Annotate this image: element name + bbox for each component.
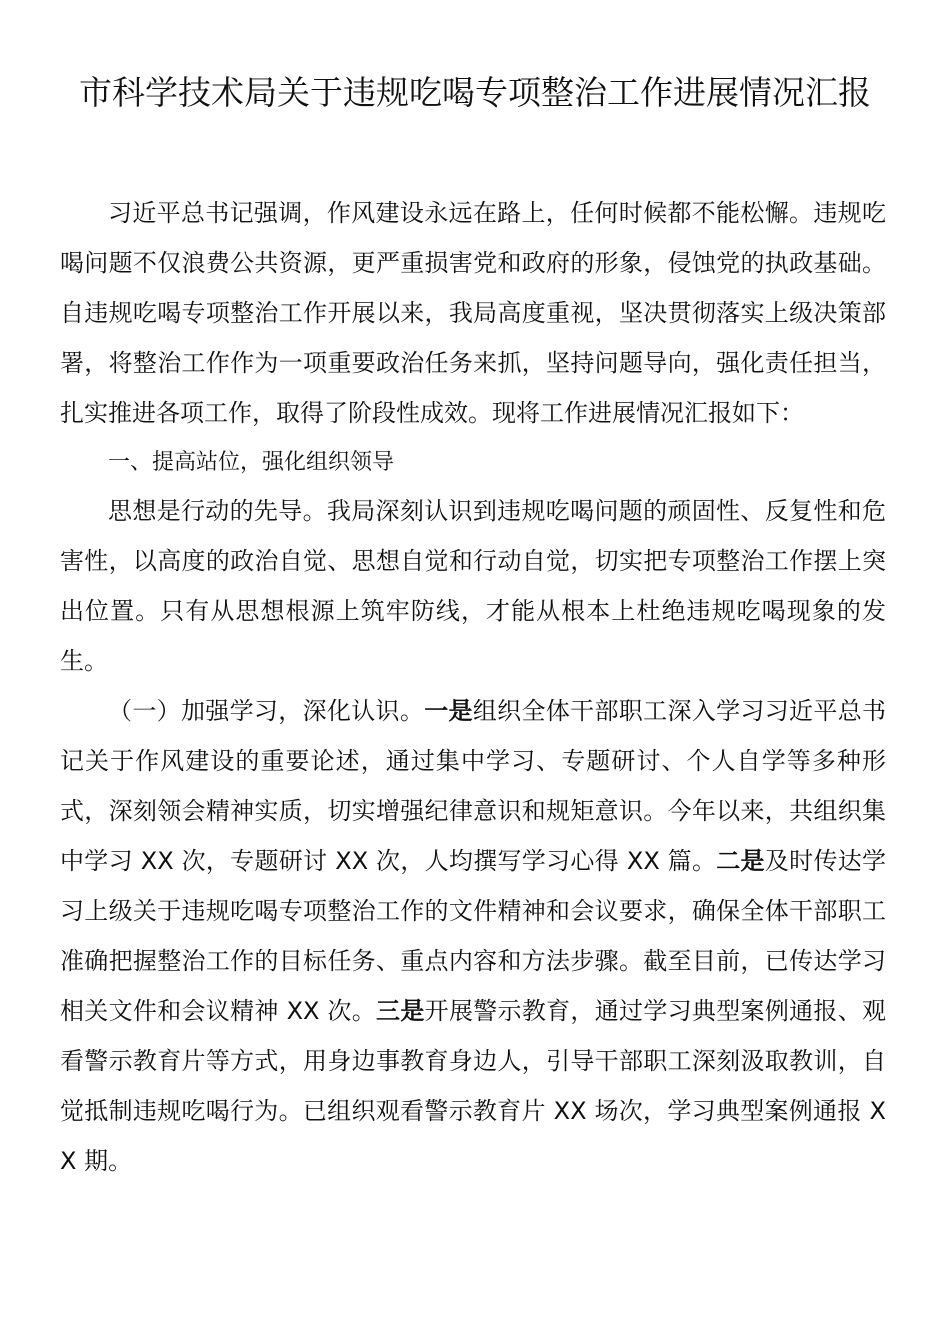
subsection-paragraph [60, 686, 886, 1186]
intro-paragraph: 习近平总书记强调，作风建设永远在路上，任何时候都不能松懈。违规吃喝问题不仅浪费公共资源，更严重损害党和政府的形象，侵蚀党的执政基础。自违规吃喝专项整治工作开展以来，我局高度重视，坚决贯彻落实上级决策部署，将整治工作作为一项重要政治任务来抓，坚持问题导向，强化责任担当，扎实推进各项工作，取得了阶段性成效。现将工作进展情况汇报如下： [60, 199, 886, 427]
point-text-1: 组织全体干部职工深入学习习近平总书记关于作风建设的重要论述，通过集中学习、专题研讨、个人自学等多种形式，深刻领会精神实质，切实增强纪律意识和规矩意识。今年以来，共组织集中学习 XX 次，专题研讨 XX 次，人均撰写学习心得 XX 篇。 [60, 697, 887, 875]
section-paragraph: 思想是行动的先导。我局深刻认识到违规吃喝问题的顽固性、反复性和危害性，以高度的政治自觉、思想自觉和行动自觉，切实把专项整治工作摆上突出位置。只有从思想根源上筑牢防线，才能从根本上杜绝违规吃喝现象的发生。 [60, 497, 886, 675]
point-label-2: 二是 [716, 847, 765, 875]
section-heading: 一、提高站位，强化组织领导 [108, 450, 395, 475]
point-label-1: 一是 [424, 697, 473, 725]
point-label-3: 三是 [376, 997, 425, 1025]
point-text-2: 及时传达学习上级关于违规吃喝专项整治工作的文件精神和会议要求，确保全体干部职工准确把握整治工作的目标任务、重点内容和方法步骤。截至目前，已传达学习相关文件和会议精神 XX 次。 [60, 847, 887, 1025]
document-body [60, 188, 886, 1186]
point-text-3: 开展警示教育，通过学习典型案例通报、观看警示教育片等方式，用身边事教育身边人，引导干部职工深刻汲取教训，自觉抵制违规吃喝行为。已组织观看警示教育片 XX 场次，学习典型案例通报 XX 期。 [60, 997, 887, 1175]
document-title: 市科学技术局关于违规吃喝专项整治工作进展情况汇报 [79, 73, 871, 112]
subsection-lead: （一）加强学习，深化认识。 [108, 697, 425, 725]
